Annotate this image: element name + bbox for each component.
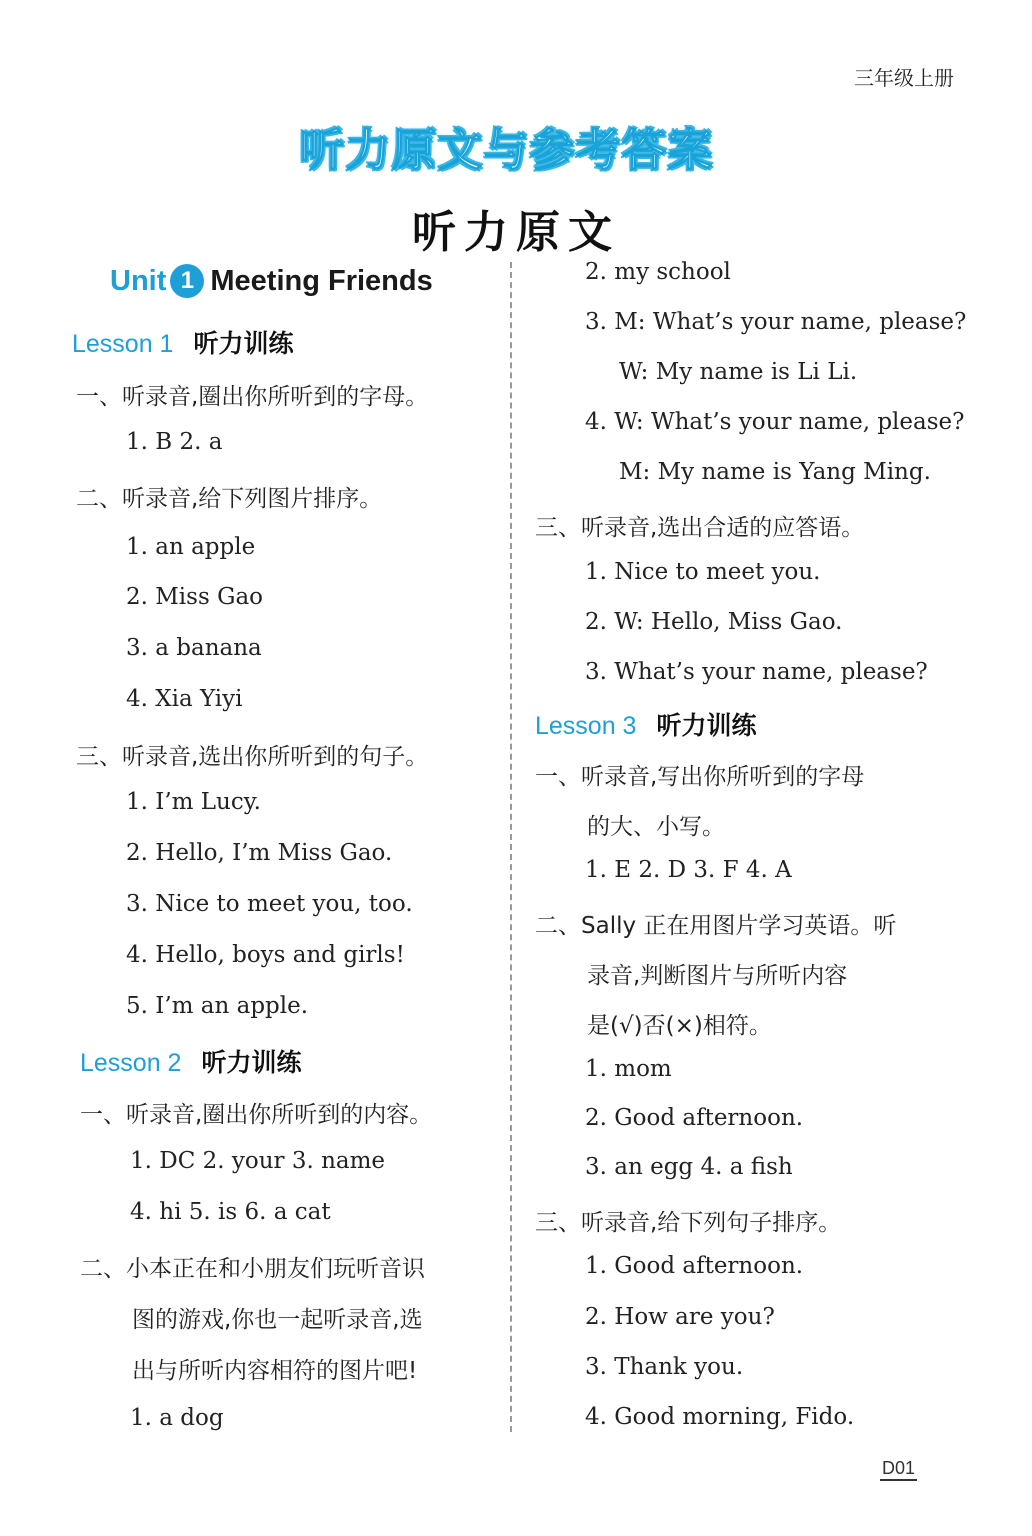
answer-line: M: My name is Yang Ming.: [619, 459, 931, 485]
answer-line: 4. W: What’s your name, please?: [585, 409, 965, 435]
answer-line: 5. I’m an apple.: [126, 993, 309, 1019]
column-divider: [510, 262, 512, 1432]
unit-name: Meeting Friends: [210, 265, 433, 297]
question-heading-cont: 是(√)否(×)相符。: [587, 1013, 772, 1039]
answer-line: 2. my school: [585, 259, 731, 285]
lesson-title: 听力训练: [193, 329, 294, 358]
answer-line: 4. Good morning, Fido.: [585, 1404, 855, 1430]
lesson-label: Lesson 1: [72, 330, 174, 358]
answer-line: W: My name is Li Li.: [619, 359, 858, 385]
question-heading-cont: 录音,判断图片与所听内容: [587, 963, 848, 989]
answer-line: 2. Hello, I’m Miss Gao.: [126, 840, 393, 866]
lesson-label: Lesson 3: [535, 712, 637, 740]
lesson-2-heading: [80, 1043, 301, 1079]
answer-line: 3. a banana: [126, 635, 262, 661]
answer-line: 1. a dog: [130, 1405, 224, 1431]
answer-line: 3. Thank you.: [585, 1354, 744, 1380]
lesson-1-heading: [72, 324, 293, 360]
answer-line: 4. Xia Yiyi: [126, 686, 243, 712]
answer-line: 3. an egg 4. a fish: [585, 1154, 793, 1180]
answer-line: 2. Good afternoon.: [585, 1105, 804, 1131]
question-heading: 一、听录音,写出你所听到的字母: [535, 764, 865, 790]
question-heading: 二、Sally 正在用图片学习英语。听: [535, 913, 897, 939]
lesson-title: 听力训练: [656, 711, 757, 740]
answer-line: 3. Nice to meet you, too.: [126, 891, 413, 917]
section-title: 听力原文: [412, 207, 620, 258]
page-number: D01: [880, 1458, 917, 1481]
lesson-3-heading: [535, 706, 756, 742]
answer-line: 2. W: Hello, Miss Gao.: [585, 609, 843, 635]
unit-heading: [110, 264, 433, 298]
answer-line: 2. Miss Gao: [126, 584, 264, 610]
answer-line: 3. M: What’s your name, please?: [585, 309, 967, 335]
question-heading: 二、听录音,给下列图片排序。: [76, 486, 383, 512]
question-heading: 二、小本正在和小朋友们玩听音识: [80, 1256, 425, 1282]
lesson-title: 听力训练: [201, 1048, 302, 1077]
answer-line: 2. How are you?: [585, 1304, 775, 1330]
question-heading: 三、听录音,选出你所听到的句子。: [76, 744, 429, 770]
answer-line: 1. DC 2. your 3. name: [130, 1148, 386, 1174]
answer-line: 4. Hello, boys and girls!: [126, 942, 405, 968]
question-heading-cont: 的大、小写。: [587, 814, 725, 840]
answer-line: 1. mom: [585, 1056, 672, 1082]
question-heading: 一、听录音,圈出你所听到的内容。: [80, 1102, 433, 1128]
banner-title: 听力原文与参考答案: [300, 125, 714, 176]
answer-line: 1. Good afternoon.: [585, 1253, 804, 1279]
unit-label: Unit: [110, 265, 167, 297]
answer-line: 1. B 2. a: [126, 429, 223, 455]
answer-line: 3. What’s your name, please?: [585, 659, 928, 685]
question-heading-cont: 出与所听内容相符的图片吧!: [132, 1358, 418, 1384]
answer-line: 1. Nice to meet you.: [585, 559, 821, 585]
question-heading: 三、听录音,给下列句子排序。: [535, 1210, 842, 1236]
question-heading-cont: 图的游戏,你也一起听录音,选: [132, 1307, 423, 1333]
question-heading: 一、听录音,圈出你所听到的字母。: [76, 384, 429, 410]
answer-line: 1. E 2. D 3. F 4. A: [585, 857, 792, 883]
answer-line: 1. an apple: [126, 534, 256, 560]
grade-label: 三年级上册: [854, 66, 954, 90]
lesson-label: Lesson 2: [80, 1049, 182, 1077]
question-heading: 三、听录音,选出合适的应答语。: [535, 515, 865, 541]
unit-number-badge: 1: [170, 264, 204, 298]
answer-line: 1. I’m Lucy.: [126, 789, 261, 815]
answer-line: 4. hi 5. is 6. a cat: [130, 1199, 331, 1225]
